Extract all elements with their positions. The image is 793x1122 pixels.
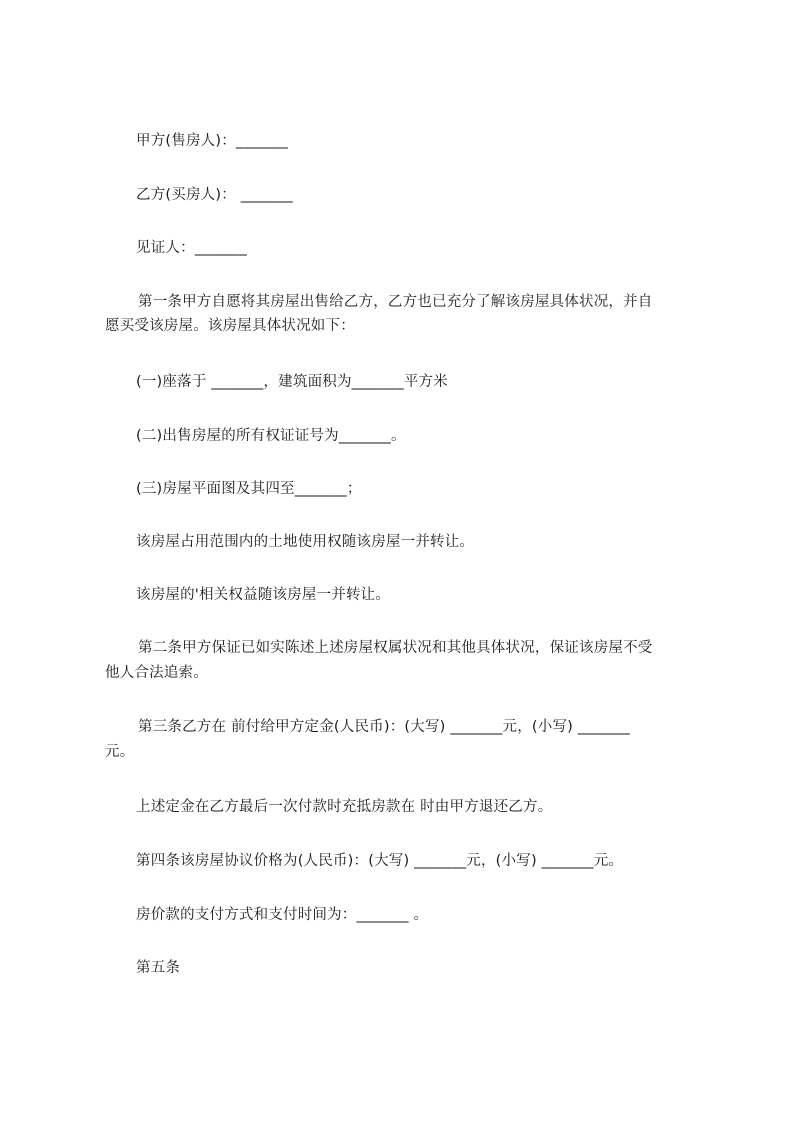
article-3-line-1: 第三条乙方在 前付给甲方定金(人民币)：(大写) _______元，(小写) _______ bbox=[138, 719, 630, 735]
article-3-line-2: 元。 bbox=[105, 744, 135, 760]
item-2-certificate-number: (二)出售房屋的所有权证证号为_______。 bbox=[136, 428, 406, 444]
party-b-buyer: 乙方(买房人)： _______ bbox=[136, 187, 293, 203]
article-1-line-2: 愿买受该房屋。该房屋具体状况如下： bbox=[105, 318, 355, 334]
deposit-offset: 上述定金在乙方最后一次付款时充抵房款在 时由甲方退还乙方。 bbox=[136, 799, 553, 815]
article-2-line-2: 他人合法追索。 bbox=[105, 665, 208, 681]
article-5-heading: 第五条 bbox=[136, 960, 181, 976]
party-a-seller: 甲方(售房人)：_______ bbox=[136, 133, 289, 149]
item-1-location-area: (一)座落于 _______，建筑面积为_______平方米 bbox=[136, 374, 448, 390]
article-2-line-1: 第二条甲方保证已如实陈述上述房屋权属状况和其他具体状况，保证该房屋不受 bbox=[138, 640, 653, 656]
item-3-floor-plan: (三)房屋平面图及其四至_______； bbox=[136, 481, 362, 497]
payment-method: 房价款的支付方式和支付时间为：_______ 。 bbox=[136, 907, 429, 923]
witness: 见证人：_______ bbox=[136, 240, 247, 256]
article-4-price: 第四条该房屋协议价格为(人民币)：(大写) _______元，(小写) _______元。 bbox=[136, 853, 624, 869]
article-1-line-1: 第一条甲方自愿将其房屋出售给乙方，乙方也已充分了解该房屋具体状况，并自 bbox=[138, 294, 653, 310]
related-rights: 该房屋的'相关权益随该房屋一并转让。 bbox=[136, 587, 391, 603]
land-use-right: 该房屋占用范围内的土地使用权随该房屋一并转让。 bbox=[136, 534, 475, 550]
